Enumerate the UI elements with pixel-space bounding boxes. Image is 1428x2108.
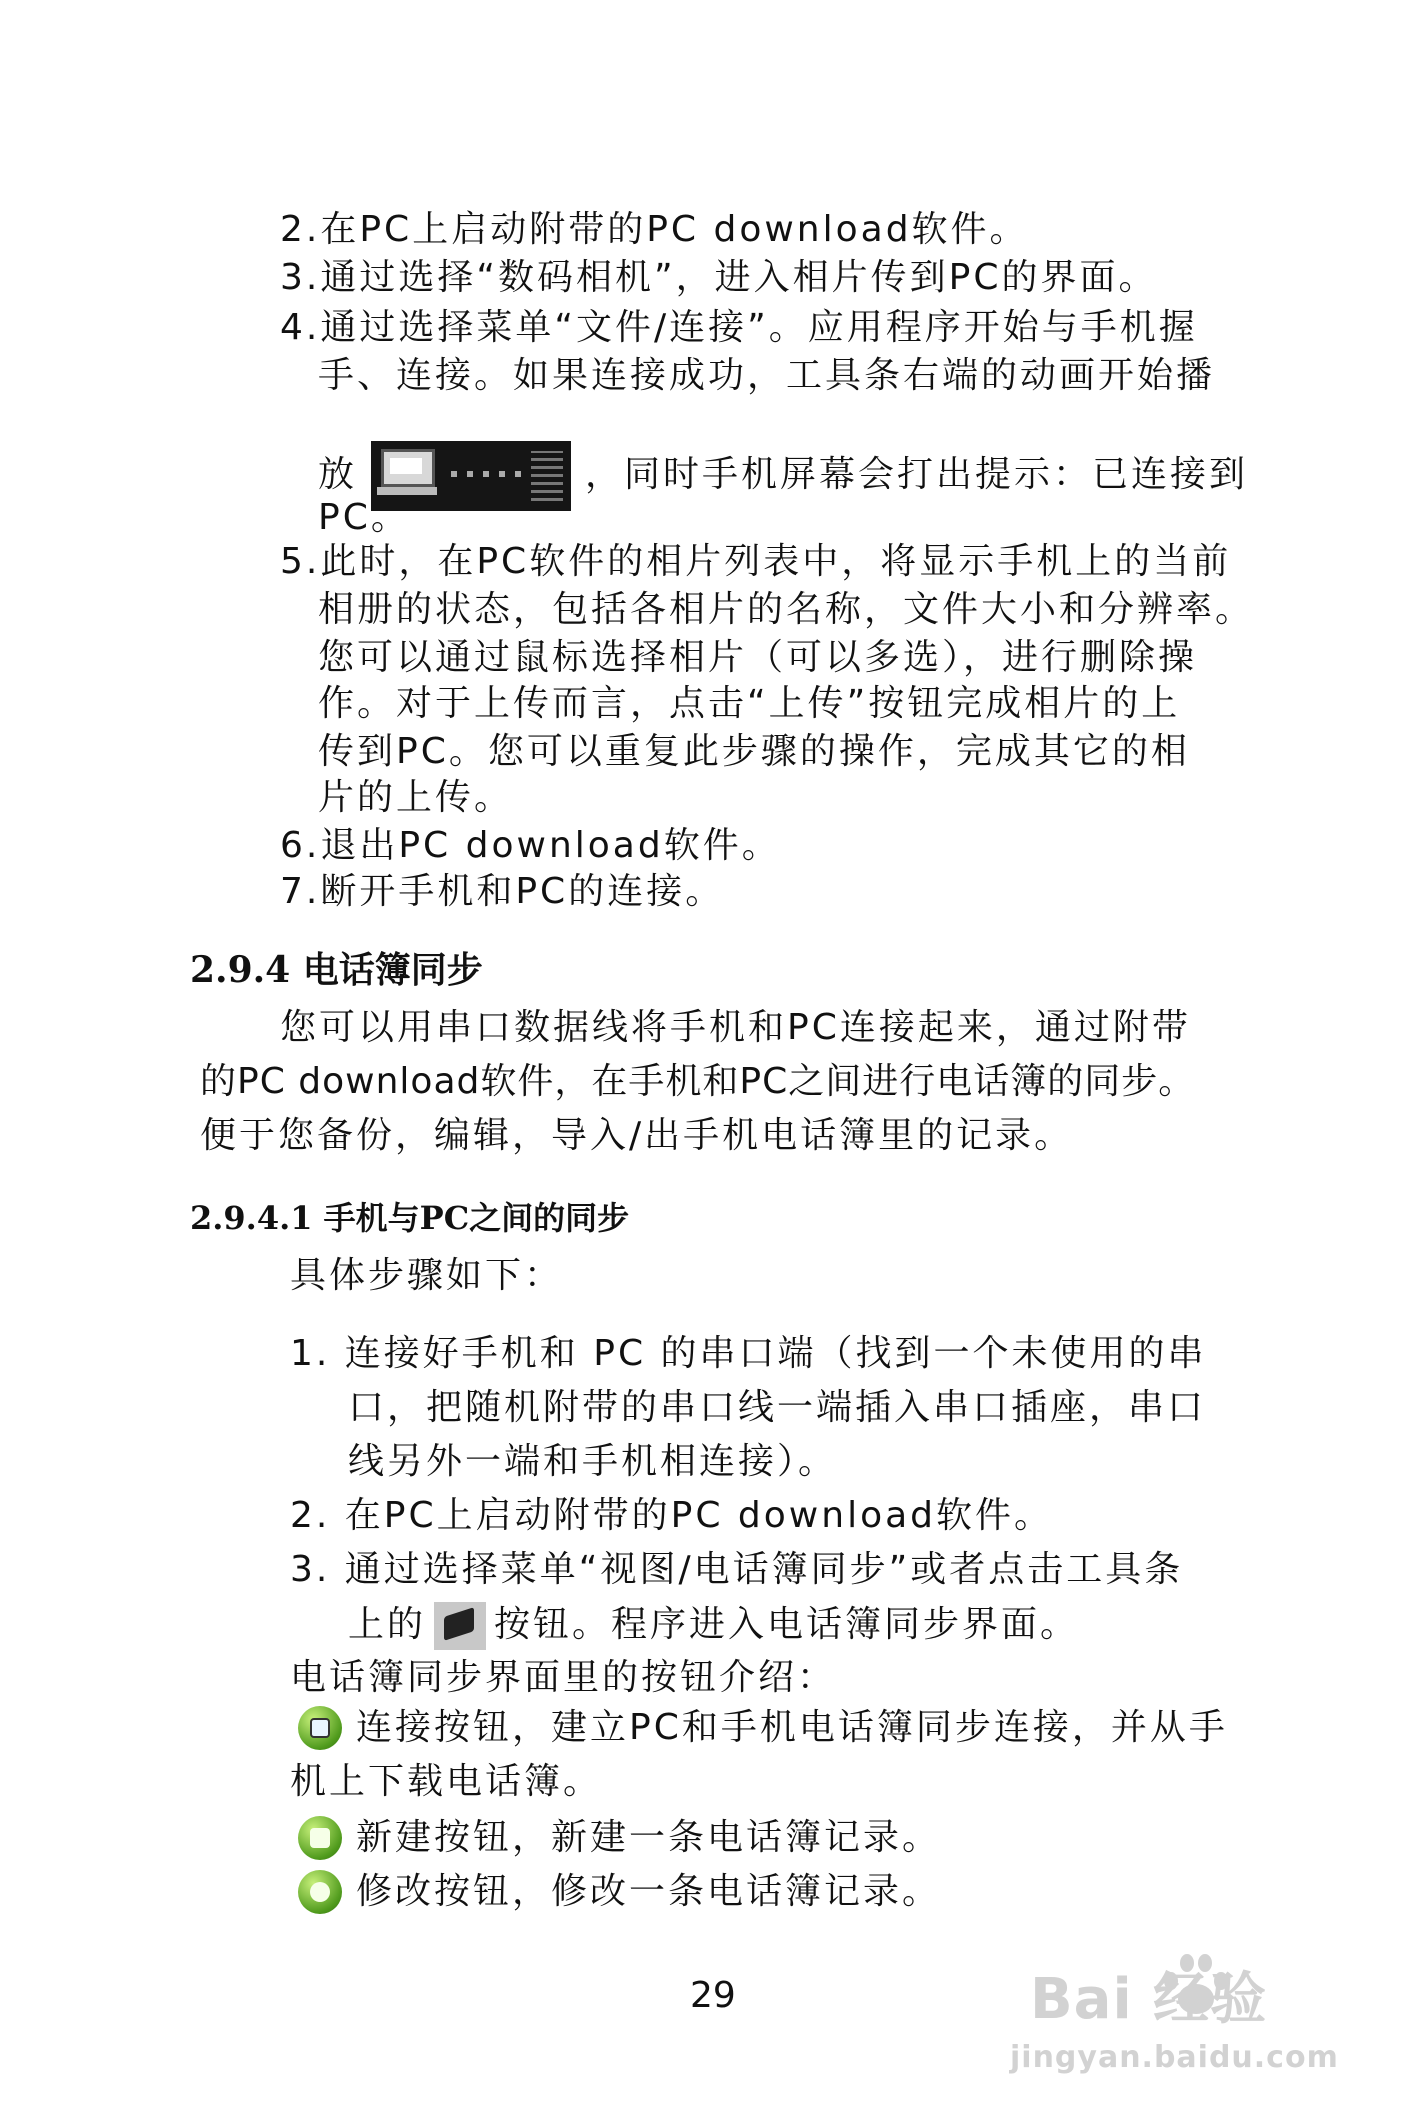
step-4-text-fang: 放 [318, 454, 358, 495]
edit-button-icon [298, 1870, 342, 1914]
step-5-text-2: 相册的状态，包括各相片的名称，文件大小和分辨率。 [318, 589, 1255, 630]
new-button-desc: 新建按钮，新建一条电话簿记录。 [356, 1817, 942, 1858]
intro-para-line-3: 便于您备份，编辑，导入/出手机电话簿里的记录。 [200, 1115, 1074, 1156]
step-7-text: 7.断开手机和PC的连接。 [280, 871, 725, 912]
connect-button-desc: 连接按钮，建立PC和手机电话簿同步连接，并从手 [356, 1707, 1228, 1748]
step-3-text: 3.通过选择“数码相机”，进入相片传到PC的界面。 [280, 257, 1158, 298]
step-4-text: 4.通过选择菜单“文件/连接”。应用程序开始与手机握 [280, 307, 1198, 348]
sync-step-3-text-shangde: 上的 [348, 1604, 427, 1645]
section-heading-phonebook-sync: 2.9.4 电话簿同步 [190, 949, 483, 991]
connect-button-icon [298, 1706, 342, 1750]
connect-button-desc-2: 机上下载电话簿。 [290, 1761, 603, 1802]
phonebook-book-icon [434, 1602, 486, 1650]
step-4-text-pc: PC。 [318, 497, 410, 538]
watermark-main: Bai 经验 [1030, 1967, 1268, 2032]
sync-step-3-icon-line [348, 1598, 1079, 1652]
step-4-animation-line [318, 440, 1248, 511]
sync-step-3-text: 3. 通过选择菜单“视图/电话簿同步”或者点击工具条 [290, 1549, 1184, 1590]
sync-step-3-text-button: 按钮。程序进入电话簿同步界面。 [494, 1604, 1080, 1645]
step-2-text: 2.在PC上启动附带的PC download软件。 [280, 209, 1029, 250]
baidu-watermark [1010, 1950, 1410, 2100]
sync-step-2-text: 2. 在PC上启动附带的PC download软件。 [290, 1495, 1054, 1536]
intro-para-line-2: 的PC download软件，在手机和PC之间进行电话簿的同步。 [200, 1061, 1196, 1102]
page-number: 29 [690, 1975, 736, 2016]
watermark-sub: jingyan.baidu.com [1010, 2040, 1339, 2075]
intro-para-line-1: 您可以用串口数据线将手机和PC连接起来，通过附带 [280, 1007, 1191, 1048]
sync-step-1-text-3: 线另外一端和手机相连接）。 [348, 1441, 838, 1482]
edit-button-desc: 修改按钮，修改一条电话簿记录。 [356, 1871, 942, 1912]
step-5-text-6: 片的上传。 [318, 777, 514, 818]
step-5-text: 5.此时，在PC软件的相片列表中，将显示手机上的当前 [280, 541, 1232, 582]
buttons-intro: 电话簿同步界面里的按钮介绍： [290, 1657, 837, 1698]
step-5-text-4: 作。对于上传而言，点击“上传”按钮完成相片的上 [318, 683, 1181, 724]
step-5-text-3: 您可以通过鼠标选择相片（可以多选），进行删除操 [318, 637, 1198, 678]
step-4-text-prompt: ，同时手机屏幕会打出提示：已连接到 [585, 454, 1249, 495]
sync-step-1-text: 1. 连接好手机和 PC 的串口端（找到一个未使用的串 [290, 1333, 1207, 1374]
step-5-text-5: 传到PC。您可以重复此步骤的操作，完成其它的相 [318, 731, 1190, 772]
steps-intro: 具体步骤如下： [290, 1255, 564, 1296]
new-button-icon [298, 1816, 342, 1860]
step-4-text-cont: 手、连接。如果连接成功，工具条右端的动画开始播 [318, 355, 1216, 396]
step-6-text: 6.退出PC download软件。 [280, 825, 781, 866]
sync-step-1-text-2: 口，把随机附带的串口线一端插入串口插座，串口 [348, 1387, 1207, 1428]
subsection-heading-phone-pc-sync: 2.9.4.1 手机与PC之间的同步 [190, 1199, 630, 1237]
